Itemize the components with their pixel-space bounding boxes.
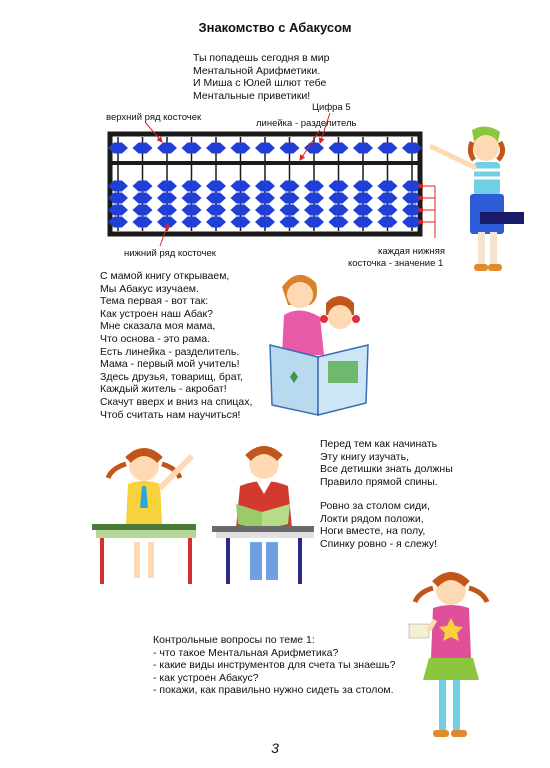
- girl-with-card-illustration: [405, 568, 497, 743]
- lower-bead: [353, 217, 373, 228]
- control-questions: [153, 634, 395, 697]
- lower-bead: [157, 181, 177, 192]
- lower-bead: [378, 217, 398, 228]
- lower-bead: [280, 205, 300, 216]
- lower-bead: [378, 193, 398, 204]
- poem-line: С мамой книгу открываем,: [100, 270, 230, 282]
- label-digit-five: Цифра 5: [312, 102, 351, 113]
- page-title: Знакомство с Абакусом: [198, 20, 352, 35]
- poem-line: Ровно за столом сиди,: [320, 500, 430, 512]
- book-poem: [100, 270, 252, 421]
- poem-line: Правило прямой спины.: [320, 475, 438, 488]
- question-item: - какие виды инструментов для счета ты знаешь?: [153, 659, 396, 672]
- lower-bead: [329, 181, 349, 192]
- poem-line: Локти рядом положи,: [320, 512, 424, 525]
- lower-bead: [304, 217, 324, 228]
- lower-bead: [231, 193, 251, 204]
- girl-with-abacus-illustration: [420, 120, 530, 285]
- lower-bead: [157, 193, 177, 204]
- mother-daughter-reading-illustration: [262, 265, 377, 415]
- lower-bead: [329, 205, 349, 216]
- abacus-rods: [108, 137, 422, 231]
- lower-bead: [304, 193, 324, 204]
- lower-bead: [206, 181, 226, 192]
- poem-line: Мы Абакус изучаем.: [100, 282, 199, 295]
- poem-line: Эту книгу изучать,: [320, 450, 409, 463]
- posture-poem-1: [320, 438, 453, 488]
- lower-bead: [133, 217, 153, 228]
- upper-bead: [353, 143, 373, 154]
- poem-line: Ментальной Арифметики.: [193, 64, 321, 77]
- lower-bead: [353, 205, 373, 216]
- posture-poem-2: [320, 500, 437, 550]
- lower-bead: [231, 205, 251, 216]
- lower-bead: [182, 205, 202, 216]
- label-divider: линейка - разделитель: [256, 118, 357, 129]
- lower-bead: [133, 181, 153, 192]
- question-item: - как устроен Абакус?: [153, 671, 259, 684]
- upper-bead: [231, 143, 251, 154]
- label-lower-value-1: каждая нижняя: [378, 246, 446, 257]
- lower-bead: [304, 181, 324, 192]
- poem-line: Мне сказала моя мама,: [100, 320, 216, 333]
- label-upper-row: верхний ряд косточек: [106, 112, 202, 123]
- lower-bead: [182, 217, 202, 228]
- lower-bead: [206, 193, 226, 204]
- arrow-digit-five: [320, 113, 330, 143]
- girl-at-desk-illustration: [92, 438, 202, 588]
- poem-line: Мама - первый мой учитель!: [100, 358, 240, 371]
- lower-bead: [280, 193, 300, 204]
- lower-bead: [280, 217, 300, 228]
- lower-bead: [182, 193, 202, 204]
- poem-line: И Миша с Юлей шлют тебе: [193, 77, 327, 90]
- lower-bead: [157, 205, 177, 216]
- poem-line: Каждый житель - акробат!: [100, 383, 227, 396]
- poem-line: Что основа - это рама.: [100, 332, 211, 345]
- poem-line: Здесь друзья, товарищ, брат,: [100, 370, 243, 383]
- lower-bead: [255, 181, 275, 192]
- lower-bead: [231, 217, 251, 228]
- label-lower-value-2: косточка - значение 1: [348, 258, 444, 269]
- poem-line: Ноги вместе, на полу,: [320, 525, 426, 538]
- lower-bead: [353, 193, 373, 204]
- question-item: - что такое Ментальная Арифметика?: [153, 646, 339, 659]
- upper-bead: [255, 143, 275, 154]
- lower-bead: [329, 193, 349, 204]
- upper-bead: [280, 143, 300, 154]
- upper-bead: [329, 143, 349, 154]
- lower-bead: [353, 181, 373, 192]
- upper-bead: [304, 143, 324, 154]
- lower-bead: [255, 193, 275, 204]
- page-number: 3: [271, 740, 279, 756]
- lower-bead: [280, 181, 300, 192]
- poem-line: Тема первая - вот так:: [100, 295, 209, 308]
- lower-bead: [133, 205, 153, 216]
- poem-line: Как устроен наш Абак?: [100, 307, 213, 320]
- lower-bead: [231, 181, 251, 192]
- lower-bead: [206, 205, 226, 216]
- upper-bead: [157, 143, 177, 154]
- lower-bead: [255, 205, 275, 216]
- lower-bead: [329, 217, 349, 228]
- lower-bead: [133, 193, 153, 204]
- lower-bead: [304, 205, 324, 216]
- question-item: - покажи, как правильно нужно сидеть за столом.: [153, 684, 394, 697]
- lower-bead: [378, 181, 398, 192]
- boy-at-desk-illustration: [212, 438, 322, 588]
- poem-line: Перед тем как начинать: [320, 438, 438, 450]
- upper-bead: [378, 143, 398, 154]
- poem-line: Ментальные приветики!: [193, 89, 311, 102]
- upper-bead: [182, 143, 202, 154]
- poem-line: Все детишки знать должны: [320, 463, 453, 476]
- poem-line: Есть линейка - разделитель.: [100, 345, 240, 358]
- label-lower-row: нижний ряд косточек: [124, 248, 216, 259]
- lower-bead: [182, 181, 202, 192]
- poem-line: Ты попадешь сегодня в мир: [193, 52, 330, 64]
- poem-line: Скачут вверх и вниз на спицах,: [100, 395, 253, 408]
- lower-bead: [378, 205, 398, 216]
- upper-bead: [206, 143, 226, 154]
- questions-heading: Контрольные вопросы по теме 1:: [153, 634, 315, 646]
- lower-bead: [255, 217, 275, 228]
- upper-bead: [133, 143, 153, 154]
- poem-line: Спинку ровно - я слежу!: [320, 537, 438, 550]
- lower-bead: [206, 217, 226, 228]
- poem-line: Чтоб считать нам научиться!: [100, 408, 241, 421]
